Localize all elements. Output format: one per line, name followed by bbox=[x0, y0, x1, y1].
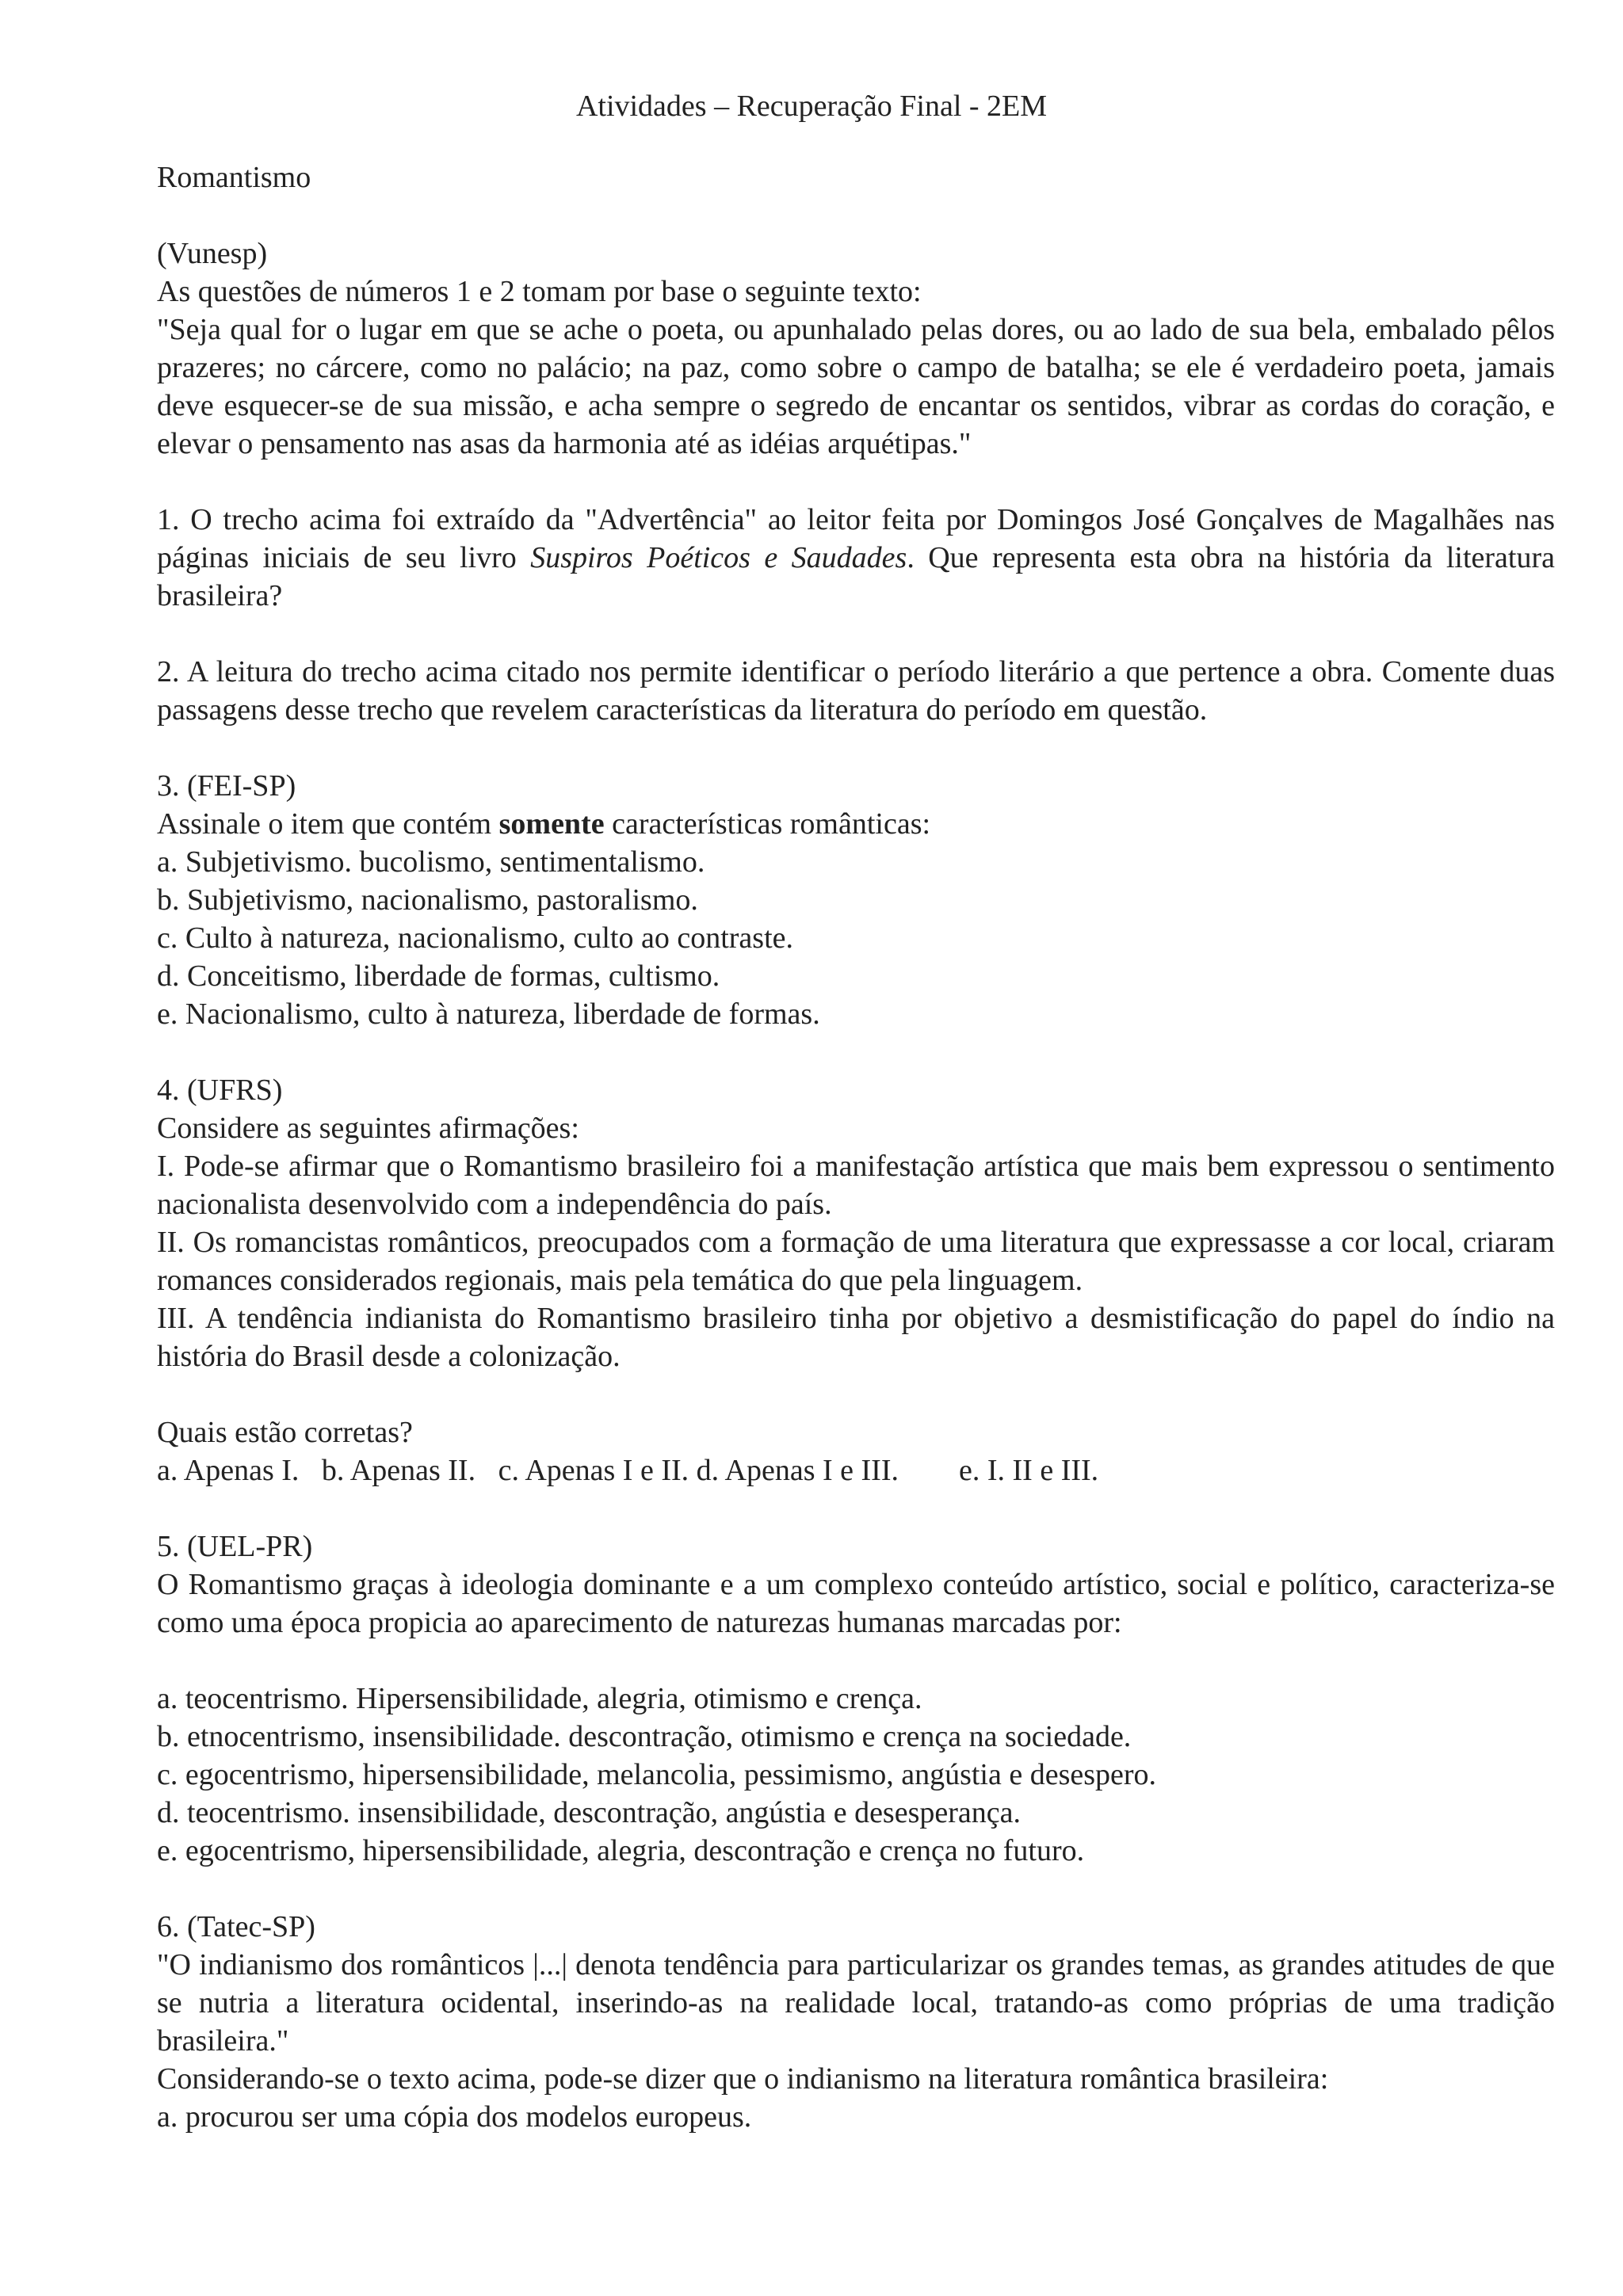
question-5-header: 5. (UEL-PR) bbox=[157, 1530, 313, 1563]
question-3-option: d. Conceitismo, liberdade de formas, cultismo. bbox=[157, 959, 720, 993]
document-body bbox=[157, 158, 1555, 2136]
question-3-option: c. Culto à natureza, nacionalismo, culto ao contraste. bbox=[157, 921, 793, 955]
spacer bbox=[157, 1033, 1555, 1071]
spacer bbox=[157, 463, 1555, 501]
section-heading: Romantismo bbox=[157, 161, 311, 194]
question-3-option: e. Nacionalismo, culto à natureza, liberdade de formas. bbox=[157, 997, 820, 1031]
question-4-question: Quais estão corretas? bbox=[157, 1416, 413, 1449]
question-4-header: 4. (UFRS) bbox=[157, 1074, 283, 1107]
question-5-prompt: O Romantismo graças à ideologia dominante e a um complexo conteúdo artístico, social e político, caracteriza-se como uma época propicia ao aparecimento de naturezas humanas marcadas por: bbox=[157, 1568, 1555, 1639]
question-4-option: e. I. II e III. bbox=[959, 1454, 1099, 1487]
question-4-option: c. Apenas I e II. bbox=[498, 1454, 689, 1487]
question-5-option: d. teocentrismo. insensibilidade, descontração, angústia e desesperança. bbox=[157, 1796, 1021, 1829]
spacer bbox=[157, 615, 1555, 653]
question-6-option: a. procurou ser uma cópia dos modelos europeus. bbox=[157, 2100, 752, 2134]
question-3-option: a. Subjetivismo. bucolismo, sentimentalismo. bbox=[157, 845, 705, 879]
intro-lead: As questões de números 1 e 2 tomam por base o seguinte texto: bbox=[157, 275, 922, 308]
spacer bbox=[157, 729, 1555, 767]
document-title: Atividades – Recuperação Final - 2EM bbox=[575, 90, 1048, 123]
spacer bbox=[157, 1870, 1555, 1908]
question-4-option: b. Apenas II. bbox=[321, 1454, 476, 1487]
question-3-option: b. Subjetivismo, nacionalismo, pastoralismo. bbox=[157, 883, 698, 917]
question-4-statement: III. A tendência indianista do Romantismo brasileiro tinha por objetivo a desmistificação do papel do índio na história do Brasil desde a colonização. bbox=[157, 1302, 1555, 1373]
question-3-prompt-emphasis: somente bbox=[498, 807, 605, 841]
question-1-text-after: . Que representa esta obra na história da literatura brasileira? bbox=[157, 541, 1555, 612]
intro-quote: "Seja qual for o lugar em que se ache o poeta, ou apunhalado pelas dores, ou ao lado de sua bela, embalado pêlos prazeres; no cárcere, como no palácio; na paz, como sobre o campo de batalha; se ele é verdadeiro poeta, jamais deve esquecer-se de sua missão, e acha sempre o segredo de encantar os sentidos, vibrar as cordas do coração, e elevar o pensamento nas asas da harmonia até as idéias arquétipas." bbox=[157, 313, 1555, 460]
intro-source: (Vunesp) bbox=[157, 237, 268, 270]
question-4-option: a. Apenas I. bbox=[157, 1454, 300, 1487]
question-1-text-before: 1. O trecho acima foi extraído da "Advertência" ao leitor feita por Domingos José Gonçalves de Magalhães nas páginas iniciais de seu livro bbox=[157, 503, 1555, 574]
question-5-option: b. etnocentrismo, insensibilidade. descontração, otimismo e crença na sociedade. bbox=[157, 1720, 1132, 1753]
question-4-option: d. Apenas I e III. bbox=[696, 1454, 899, 1487]
question-2: 2. A leitura do trecho acima citado nos permite identificar o período literário a que pertence a obra. Comente duas passagens desse trecho que revelem características da literatura do período em questão. bbox=[157, 655, 1555, 727]
spacer bbox=[157, 1375, 1555, 1413]
question-3-prompt-after: características românticas: bbox=[604, 807, 931, 841]
question-3-header: 3. (FEI-SP) bbox=[157, 769, 296, 803]
question-6-quote: "O indianismo dos românticos |...| denota tendência para particularizar os grandes temas, as grandes atitudes de que se nutria a literatura ocidental, inserindo-as na realidade local, tratando-as como próprias de uma tradição brasileira." bbox=[157, 1948, 1555, 2058]
spacer bbox=[157, 1642, 1555, 1680]
question-3-prompt-before: Assinale o item que contém bbox=[157, 807, 499, 841]
question-5-option: c. egocentrismo, hipersensibilidade, melancolia, pessimismo, angústia e desespero. bbox=[157, 1758, 1157, 1791]
question-5-option: e. egocentrismo, hipersensibilidade, alegria, descontração e crença no futuro. bbox=[157, 1834, 1085, 1867]
question-3-prompt bbox=[157, 805, 1555, 843]
question-6-prompt: Considerando-se o texto acima, pode-se dizer que o indianismo na literatura romântica brasileira: bbox=[157, 2062, 1329, 2096]
spacer bbox=[157, 196, 1555, 235]
spacer bbox=[157, 1489, 1555, 1527]
question-6-header: 6. (Tatec-SP) bbox=[157, 1910, 315, 1943]
question-4-options-row bbox=[157, 1451, 1555, 1489]
question-1-book-title: Suspiros Poéticos e Saudades bbox=[530, 541, 907, 574]
question-4-statement: II. Os romancistas românticos, preocupados com a formação de uma literatura que expressasse a cor local, criaram romances considerados regionais, mais pela temática do que pela linguagem. bbox=[157, 1226, 1555, 1297]
question-4-prompt: Considere as seguintes afirmações: bbox=[157, 1112, 579, 1145]
question-5-option: a. teocentrismo. Hipersensibilidade, alegria, otimismo e crença. bbox=[157, 1682, 922, 1715]
question-1 bbox=[157, 501, 1555, 615]
question-4-statement: I. Pode-se afirmar que o Romantismo brasileiro foi a manifestação artística que mais bem expressou o sentimento nacionalista desenvolvido com a independência do país. bbox=[157, 1150, 1555, 1221]
